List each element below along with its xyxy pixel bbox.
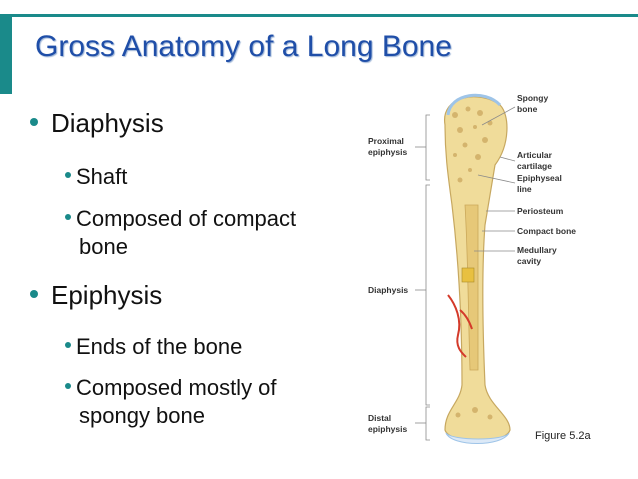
label-epiphyseal-line: Epiphyseal line [517,173,562,194]
bullet-dot [65,214,71,220]
slide-title: Gross Anatomy of a Long Bone [35,30,452,63]
bullet-diaphysis [30,108,164,139]
label-proximal-epiphysis: Proximal epiphysis [368,136,408,157]
long-bone-figure [360,85,600,455]
sub-bullet-ends [65,333,242,361]
bullet-dot [65,172,71,178]
bullet-text: Composed of compact bone [76,206,297,259]
top-accent-line [12,14,638,17]
left-brackets [415,115,430,440]
sub-bullet-shaft [65,163,127,191]
marrow-block [462,268,474,282]
figure-caption: Figure 5.2a [535,430,591,442]
bullet-dot [30,290,38,298]
sub-bullet-compact [65,205,299,261]
sub-bullet-spongy [65,374,349,430]
bullet-text: Composed mostly of spongy bone [76,375,277,428]
bullet-text: Diaphysis [51,108,164,138]
bullet-dot [30,118,38,126]
label-compact-bone: Compact bone [517,226,577,236]
label-distal-epiphysis: Distal epiphysis [368,413,408,434]
label-articular-cartilage: Articular cartilage [517,150,552,171]
label-spongy-bone: Spongy bone [517,93,549,114]
bullet-text: Shaft [76,164,128,189]
bullet-text: Ends of the bone [76,334,243,359]
bullet-dot [65,342,71,348]
label-periosteum: Periosteum [517,206,564,216]
bullet-text: Epiphysis [51,280,163,310]
left-accent-bar [0,14,12,94]
bullet-dot [65,383,71,389]
label-medullary-cavity: Medullary cavity [517,245,557,266]
label-diaphysis: Diaphysis [368,285,409,295]
bullet-epiphysis [30,280,162,311]
